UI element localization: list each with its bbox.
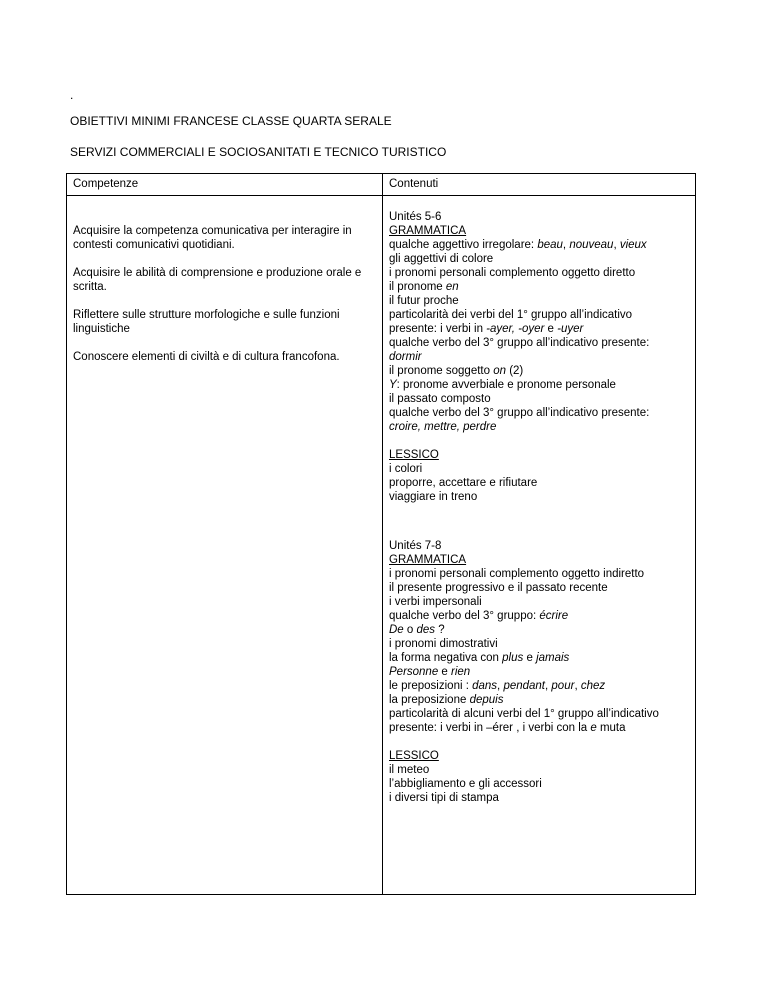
competenza-line: contesti comunicativi quotidiani. <box>73 239 235 251</box>
content-line: qualche aggettivo irregolare: beau, nouveau, vieux <box>389 239 647 251</box>
content-line: il meteo <box>389 764 430 776</box>
content-line: dormir <box>389 351 422 363</box>
content-line: la forma negativa con plus e jamais <box>389 652 570 664</box>
unites-7-8-block <box>389 539 659 805</box>
section-heading-grammatica: GRAMMATICA <box>389 554 467 566</box>
content-line: la preposizione depuis <box>389 694 504 706</box>
content-line: Personne e rien <box>389 666 471 678</box>
content-line: De o des ? <box>389 624 445 636</box>
content-line: particolarità di alcuni verbi del 1° gruppo all’indicativo <box>389 708 659 720</box>
unit-title: Unités 5-6 <box>389 211 442 223</box>
header-cell-competenze <box>67 174 383 196</box>
document-subtitle: SERVIZI COMMERCIALI E SOCIOSANITATI E TECNICO TURISTICO <box>70 145 447 159</box>
competenza-line: scritta. <box>73 281 107 293</box>
content-line: gli aggettivi di colore <box>389 253 494 265</box>
content-line: i verbi impersonali <box>389 596 482 608</box>
competenza-line: Acquisire le abilità di comprensione e produzione orale e <box>73 267 362 279</box>
competenza-line: Riflettere sulle strutture morfologiche e sulle funzioni <box>73 309 340 321</box>
content-line: i colori <box>389 463 423 475</box>
content-line: il pronome en <box>389 281 459 293</box>
contenuti-cell <box>383 196 696 895</box>
competenza-line: linguistiche <box>73 323 130 335</box>
competenza-line: Acquisire la competenza comunicativa per interagire in <box>73 225 352 237</box>
document-title: OBIETTIVI MINIMI FRANCESE CLASSE QUARTA SERALE <box>70 114 392 128</box>
content-line: Y: pronome avverbiale e pronome personale <box>389 379 616 391</box>
content-line: proporre, accettare e rifiutare <box>389 477 538 489</box>
leading-dot: . <box>70 88 74 102</box>
content-line: i pronomi dimostrativi <box>389 638 498 650</box>
competenze-cell <box>67 196 383 895</box>
unites-5-6-block <box>389 210 649 504</box>
content-line: particolarità dei verbi del 1° gruppo all’indicativo <box>389 309 633 321</box>
content-line: i pronomi personali complemento oggetto indiretto <box>389 568 645 580</box>
content-line: il pronome soggetto on (2) <box>389 365 524 377</box>
content-line: il presente progressivo e il passato recente <box>389 582 608 594</box>
content-line: presente: i verbi in -ayer, -oyer e -uyer <box>389 323 584 335</box>
content-line: l’abbigliamento e gli accessori <box>389 778 542 790</box>
content-line: qualche verbo del 3° gruppo all’indicativo presente: <box>389 407 650 419</box>
content-line: il futur proche <box>389 295 459 307</box>
content-line: qualche verbo del 3° gruppo all’indicativo presente: <box>389 337 650 349</box>
column-header-competenze: Competenze <box>73 178 139 190</box>
content-line: i pronomi personali complemento oggetto diretto <box>389 267 636 279</box>
content-line: il passato composto <box>389 393 491 405</box>
content-line: presente: i verbi in –érer , i verbi con la e muta <box>389 722 626 734</box>
header-cell-contenuti <box>383 174 696 196</box>
unit-title: Unités 7-8 <box>389 540 442 552</box>
column-header-contenuti: Contenuti <box>389 178 439 190</box>
competenza-line: Conoscere elementi di civiltà e di cultura francofona. <box>73 351 340 363</box>
content-line: croire, mettre, perdre <box>389 421 497 433</box>
section-heading-lessico: LESSICO <box>389 750 439 762</box>
section-heading-grammatica: GRAMMATICA <box>389 225 467 237</box>
objectives-table <box>66 173 696 895</box>
content-line: qualche verbo del 3° gruppo: écrire <box>389 610 569 622</box>
content-line: i diversi tipi di stampa <box>389 792 499 804</box>
content-line: viaggiare in treno <box>389 491 478 503</box>
section-heading-lessico: LESSICO <box>389 449 439 461</box>
content-line: le preposizioni : dans, pendant, pour, chez <box>389 680 606 692</box>
